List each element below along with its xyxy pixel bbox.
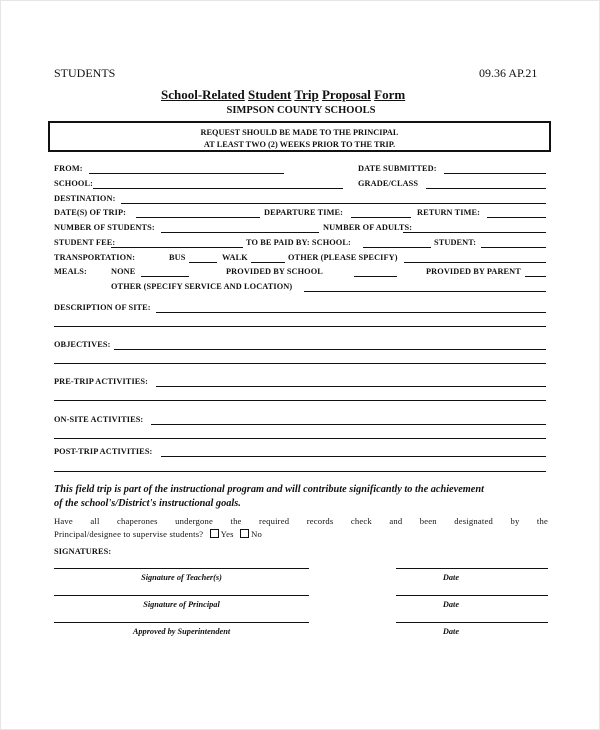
teacher-date-line[interactable]	[396, 568, 548, 569]
walk-field[interactable]	[251, 262, 285, 263]
principal-signature-line[interactable]	[54, 595, 309, 596]
num-adults-field[interactable]	[403, 232, 546, 233]
provided-by-parent-label: PROVIDED BY PARENT	[426, 267, 521, 276]
title-word: Form	[374, 87, 406, 102]
principal-date-caption: Date	[442, 600, 460, 609]
destination-label: DESTINATION:	[54, 194, 116, 203]
grade-class-field[interactable]	[426, 188, 546, 189]
departure-time-label: DEPARTURE TIME:	[264, 208, 344, 217]
from-label: FROM:	[54, 164, 83, 173]
student-fee-field[interactable]	[111, 247, 243, 248]
chaperone-question-text: Principal/designee to supervise students?	[54, 529, 204, 539]
no-checkbox[interactable]	[240, 529, 249, 538]
walk-label: WALK	[222, 253, 248, 262]
from-field[interactable]	[89, 173, 284, 174]
page-title	[161, 87, 405, 103]
post-trip-field-2[interactable]	[54, 471, 546, 472]
meals-none-label: NONE	[111, 267, 136, 276]
destination-field[interactable]	[121, 203, 546, 204]
dates-of-trip-field[interactable]	[136, 217, 260, 218]
to-be-paid-by-label: TO BE PAID BY: SCHOOL:	[246, 238, 351, 247]
teacher-signature-line[interactable]	[54, 568, 309, 569]
departure-time-field[interactable]	[351, 217, 411, 218]
meals-none-field[interactable]	[141, 276, 189, 277]
pre-trip-field-1[interactable]	[156, 386, 546, 387]
on-site-field-1[interactable]	[151, 424, 546, 425]
title-word: Proposal	[321, 87, 371, 102]
title-word: School-Related	[161, 87, 245, 102]
paid-by-student-field[interactable]	[481, 247, 546, 248]
transportation-label: TRANSPORTATION:	[54, 253, 136, 262]
meals-label: MEALS:	[54, 267, 87, 276]
principal-date-line[interactable]	[396, 595, 548, 596]
teacher-date-caption: Date	[442, 573, 460, 582]
pre-trip-label: PRE-TRIP ACTIVITIES:	[54, 377, 148, 386]
description-field-2[interactable]	[54, 326, 546, 327]
superintendent-date-caption: Date	[442, 627, 460, 636]
superintendent-signature-line[interactable]	[54, 622, 309, 623]
header-left: STUDENTS	[54, 66, 116, 80]
bus-label: BUS	[169, 253, 186, 262]
num-students-label: NUMBER OF STUDENTS:	[54, 223, 155, 232]
num-students-field[interactable]	[161, 232, 319, 233]
on-site-label: ON-SITE ACTIVITIES:	[54, 415, 144, 424]
description-of-site-label: DESCRIPTION OF SITE:	[54, 303, 151, 312]
school-field[interactable]	[93, 188, 343, 189]
superintendent-date-line[interactable]	[396, 622, 548, 623]
objectives-label: OBJECTIVES:	[54, 340, 111, 349]
return-time-field[interactable]	[487, 217, 546, 218]
superintendent-signature-caption: Approved by Superintendent	[132, 627, 231, 636]
other-transport-field[interactable]	[404, 262, 546, 263]
other-service-field[interactable]	[304, 291, 546, 292]
return-time-label: RETURN TIME:	[417, 208, 481, 217]
bus-field[interactable]	[189, 262, 217, 263]
yes-checkbox[interactable]	[210, 529, 219, 538]
school-label: SCHOOL:	[54, 179, 93, 188]
grade-class-label: GRADE/CLASS	[358, 179, 419, 188]
num-adults-label: NUMBER OF ADULTS:	[323, 223, 413, 232]
date-submitted-field[interactable]	[444, 173, 546, 174]
statement-line-1: This field trip is part of the instructional program and will contribute significantly to the achievement	[54, 484, 484, 495]
title-word: Trip	[294, 87, 319, 102]
notice-line-1: REQUEST SHOULD BE MADE TO THE PRINCIPAL	[200, 128, 399, 137]
other-service-label: OTHER (SPECIFY SERVICE AND LOCATION)	[111, 282, 293, 291]
notice-line-2: AT LEAST TWO (2) WEEKS PRIOR TO THE TRIP.	[203, 140, 396, 149]
objectives-field-1[interactable]	[114, 349, 546, 350]
provided-by-school-label: PROVIDED BY SCHOOL	[226, 267, 323, 276]
provided-by-parent-field[interactable]	[525, 276, 546, 277]
no-label: No	[251, 529, 262, 539]
paid-by-school-field[interactable]	[363, 247, 431, 248]
description-field-1[interactable]	[156, 312, 546, 313]
principal-signature-caption: Signature of Principal	[143, 600, 220, 609]
post-trip-label: POST-TRIP ACTIVITIES:	[54, 447, 153, 456]
objectives-field-2[interactable]	[54, 363, 546, 364]
notice-box	[48, 121, 551, 152]
title-word: Student	[248, 87, 292, 102]
chaperone-question-line-2	[54, 528, 262, 541]
yes-label: Yes	[220, 529, 234, 539]
signatures-heading: SIGNATURES:	[54, 547, 112, 556]
chaperone-question-line-1: Have all chaperones undergone the required records check and been designated by the	[54, 516, 548, 526]
paid-by-student-label: STUDENT:	[434, 238, 477, 247]
student-fee-label: STUDENT FEE:	[54, 238, 116, 247]
provided-by-school-field[interactable]	[354, 276, 397, 277]
pre-trip-field-2[interactable]	[54, 400, 546, 401]
dates-of-trip-label: DATE(S) OF TRIP:	[54, 208, 126, 217]
statement-line-2: of the school's/District's instructional goals.	[54, 498, 241, 509]
other-specify-label: OTHER (PLEASE SPECIFY)	[288, 253, 398, 262]
date-submitted-label: DATE SUBMITTED:	[358, 164, 437, 173]
teacher-signature-caption: Signature of Teacher(s)	[141, 573, 222, 582]
post-trip-field-1[interactable]	[161, 456, 546, 457]
on-site-field-2[interactable]	[54, 438, 546, 439]
header-right: 09.36 AP.21	[479, 66, 538, 80]
subtitle: SIMPSON COUNTY SCHOOLS	[226, 105, 376, 116]
